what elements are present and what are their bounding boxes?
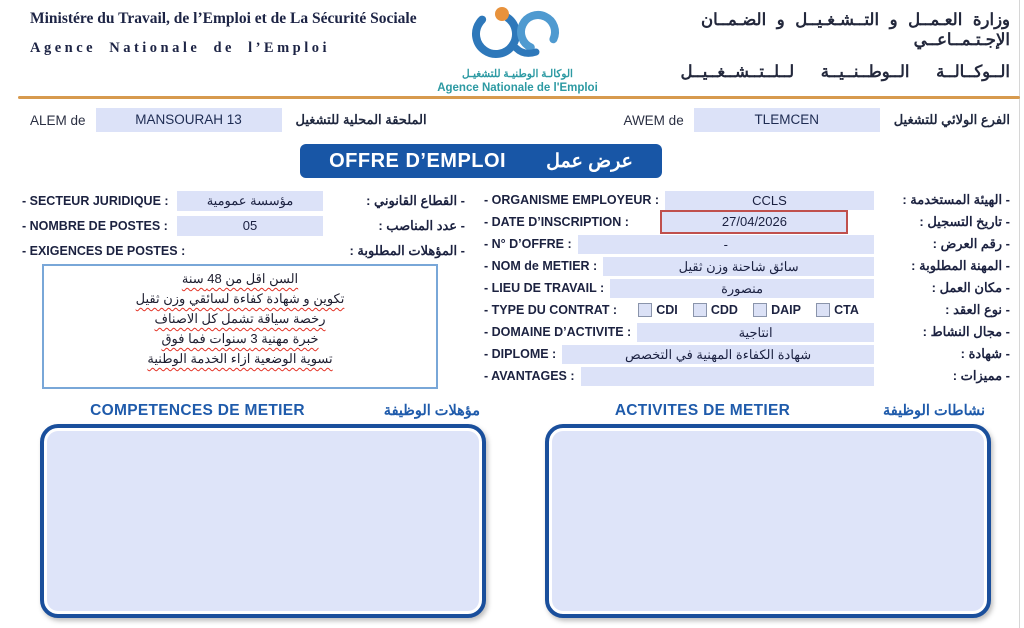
date-inscription-label-ar: - تاريخ التسجيل : <box>919 214 1010 229</box>
contract-option-cdd <box>693 303 738 317</box>
activites-box-area <box>552 431 984 611</box>
checkbox-cdd[interactable] <box>693 303 707 317</box>
lieu-travail-label: - LIEU DE TRAVAIL : <box>484 281 605 295</box>
contract-type-options <box>623 303 874 317</box>
requirement-line: تكوين و شهادة كفاءة لسائقي وزن ثقيل <box>135 291 345 306</box>
competences-header <box>40 402 480 420</box>
organisme-employeur-label: - ORGANISME EMPLOYEUR : <box>484 193 660 207</box>
agency-title: Agence Nationale de l’Emploi <box>30 40 331 56</box>
requirements-box[interactable] <box>42 264 438 389</box>
ministry-title-arabic: وزارة العـمــل و التــشـغـيــل و الضـمــان الإجـتـمــاعــي <box>701 11 1010 49</box>
awem-group <box>623 108 1010 132</box>
secteur-juridique-field[interactable]: مؤسسة عمومية <box>177 191 323 211</box>
date-inscription-row <box>484 212 1010 232</box>
numero-offre-label: - N° D’OFFRE : <box>484 237 572 251</box>
numero-offre-label-ar: - رقم العرض : <box>932 236 1010 251</box>
logo-french-name: Agence Nationale de l'Emploi <box>437 82 598 94</box>
competences-box-area <box>47 431 479 611</box>
organisme-employeur-field[interactable]: CCLS <box>665 191 874 210</box>
checkbox-cta-label: CTA <box>834 303 859 317</box>
checkbox-cdi[interactable] <box>638 303 652 317</box>
logo-arabic-name: الوكالـة الوطنيـة للتشغيـل <box>462 68 573 80</box>
secteur-juridique-row <box>22 190 465 211</box>
left-column <box>22 190 465 265</box>
activites-title-ar: نشاطات الوظيفة <box>883 403 985 419</box>
office-row <box>30 108 1010 132</box>
date-zone <box>635 210 874 234</box>
nombre-postes-field[interactable]: 05 <box>177 216 323 236</box>
checkbox-cta[interactable] <box>816 303 830 317</box>
nombre-postes-label: - NOMBRE DE POSTES : <box>22 218 168 233</box>
diplome-label-ar: - شهادة : <box>960 346 1010 361</box>
alem-label-arabic: الملحقة المحلية للتشغيل <box>295 112 427 127</box>
domaine-activite-row <box>484 322 1010 342</box>
checkbox-daip-label: DAIP <box>771 303 801 317</box>
nom-metier-label: - NOM de METIER : <box>484 259 598 273</box>
diplome-label: - DIPLOME : <box>484 347 557 361</box>
requirement-line: تسوية الوضعية ازاء الخدمة الوطنية <box>147 351 333 366</box>
offer-title-ar: عرض عمل <box>546 150 633 172</box>
form-header <box>30 4 1010 94</box>
organisme-employeur-label-ar: - الهيئة المستخدمة : <box>902 192 1010 207</box>
lieu-travail-label-ar: - مكان العمل : <box>931 280 1010 295</box>
type-contrat-label-ar: - نوع العقد : <box>945 302 1010 317</box>
exigences-postes-label: - EXIGENCES DE POSTES : <box>22 243 186 258</box>
agency-title-arabic: الــوكــالــة الــوطــنــيــة لــلــتــشــغــيــل <box>680 63 1010 81</box>
ministry-header-ar <box>605 4 1010 94</box>
type-contrat-label: - TYPE DU CONTRAT : <box>484 303 618 317</box>
contract-option-daip <box>753 303 801 317</box>
avantages-label: - AVANTAGES : <box>484 369 575 383</box>
date-inscription-label: - DATE D’INSCRIPTION : <box>484 215 629 229</box>
requirement-line: السن اقل من 48 سنة <box>181 271 299 286</box>
contract-option-cta <box>816 303 859 317</box>
offer-title-fr: OFFRE D’EMPLOI <box>329 149 507 172</box>
exigences-postes-spacer <box>177 241 323 261</box>
offer-title-bar <box>300 144 662 178</box>
numero-offre-row <box>484 234 1010 254</box>
nombre-postes-label-ar: - عدد المناصب : <box>378 217 465 233</box>
avantages-label-ar: - مميزات : <box>952 368 1010 383</box>
nom-metier-field[interactable]: سائق شاحنة وزن ثقيل <box>603 257 874 276</box>
alem-field[interactable]: MANSOURAH 13 <box>96 108 282 132</box>
type-contrat-row <box>484 300 1010 320</box>
awem-label: AWEM de <box>623 112 684 128</box>
avantages-row <box>484 366 1010 386</box>
activites-header <box>545 402 985 420</box>
alem-label: ALEM de <box>30 112 86 128</box>
header-divider <box>18 96 1020 99</box>
domaine-activite-label-ar: - مجال النشاط : <box>922 324 1010 339</box>
nom-metier-row <box>484 256 1010 276</box>
checkbox-daip[interactable] <box>753 303 767 317</box>
diplome-field[interactable]: شهادة الكفاءة المهنية في التخصص <box>562 345 874 364</box>
ministry-header-fr <box>30 4 430 94</box>
lieu-travail-field[interactable]: منصورة <box>610 279 874 298</box>
domaine-activite-field[interactable]: انتاجية <box>637 323 874 342</box>
exigences-postes-row <box>22 240 465 261</box>
awem-label-arabic: الفرع الولائي للتشغيل <box>893 112 1010 127</box>
ministry-title: Ministére du Travail, de l’Emploi et de La Sécurité Sociale <box>30 10 417 27</box>
checkbox-cdd-label: CDD <box>710 303 738 317</box>
lieu-travail-row <box>484 278 1010 298</box>
organisme-employeur-row <box>484 190 1010 210</box>
requirement-line: خبرة مهنية 3 سنوات فما فوق <box>161 331 319 346</box>
competences-title-ar: مؤهلات الوظيفة <box>383 403 480 419</box>
contract-option-cdi <box>638 303 678 317</box>
requirement-line: رخصة سياقة تشمل كل الاصناف <box>154 311 326 326</box>
alem-group <box>30 108 427 132</box>
activites-title-fr: ACTIVITES DE METIER <box>614 402 791 419</box>
nom-metier-label-ar: - المهنة المطلوبة : <box>911 258 1010 273</box>
checkbox-cdi-label: CDI <box>656 303 678 317</box>
diplome-row <box>484 344 1010 364</box>
awem-field[interactable]: TLEMCEN <box>694 108 880 132</box>
secteur-juridique-label-ar: - القطاع القانوني : <box>366 192 465 208</box>
anem-logo-icon <box>430 4 605 67</box>
avantages-field[interactable] <box>581 367 874 386</box>
page-edge-line <box>1019 0 1020 628</box>
exigences-postes-label-ar: - المؤهلات المطلوبة : <box>349 242 465 258</box>
anem-logo-block <box>430 4 605 94</box>
activites-box[interactable] <box>545 424 991 618</box>
domaine-activite-label: - DOMAINE D’ACTIVITE : <box>484 325 632 339</box>
right-column <box>484 190 1010 388</box>
numero-offre-field[interactable]: - <box>578 235 874 254</box>
date-inscription-field[interactable]: 27/04/2026 <box>660 210 848 234</box>
secteur-juridique-label: - SECTEUR JURIDIQUE : <box>22 193 169 208</box>
competences-box[interactable] <box>40 424 486 618</box>
competences-title-fr: COMPETENCES DE METIER <box>90 402 305 419</box>
nombre-postes-row <box>22 215 465 236</box>
